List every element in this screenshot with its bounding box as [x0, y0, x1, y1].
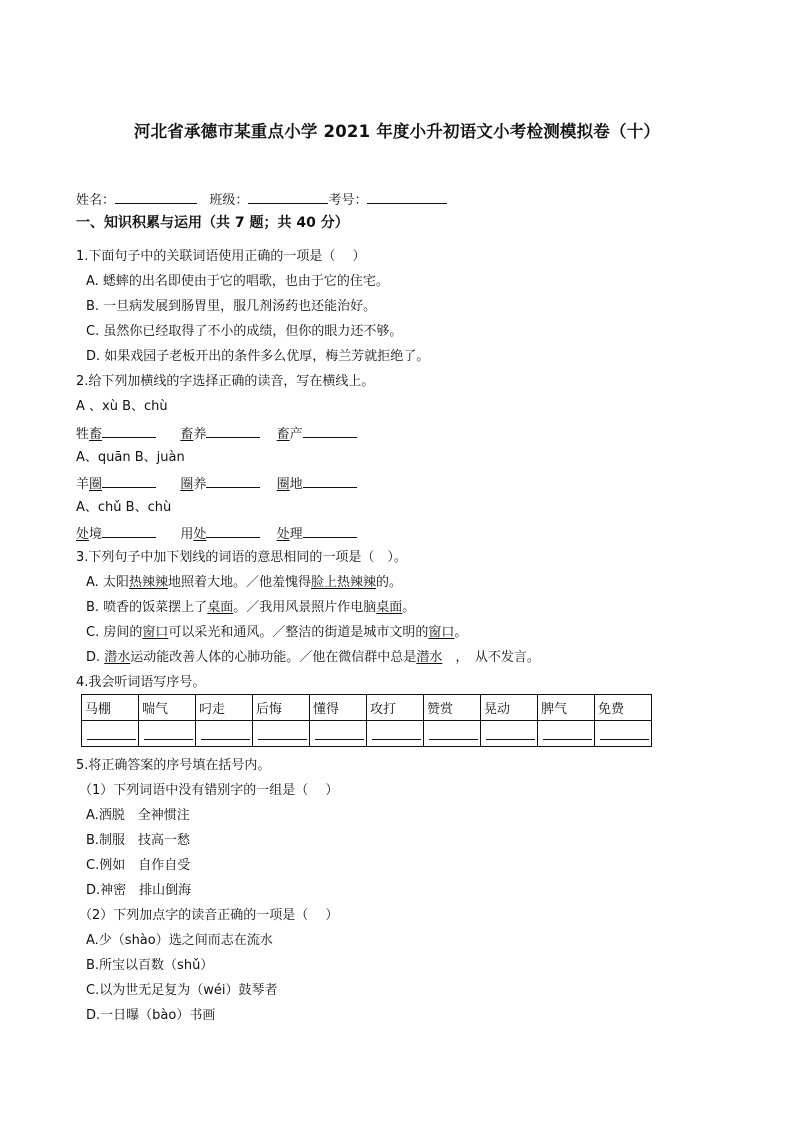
underlined-char: 圈	[89, 477, 103, 492]
table-word-cell: 后悔	[253, 695, 310, 721]
answer-blank[interactable]	[206, 424, 260, 438]
word-item: 产	[289, 427, 303, 442]
question-5-2-option-c[interactable]: C.以为世无足复为（wéi）鼓琴者	[86, 983, 278, 998]
answer-blank[interactable]	[303, 424, 357, 438]
table-word-cell: 免费	[595, 695, 652, 721]
table-answer-cell[interactable]	[82, 721, 139, 747]
word-item: 地	[289, 477, 303, 492]
word-order-table	[81, 694, 652, 747]
question-5-1-stem: （1）下列词语中没有错别字的一组是（ ）	[79, 783, 339, 798]
word-item: 养	[193, 427, 207, 442]
table-word-cell: 脾气	[538, 695, 595, 721]
name-label: 姓名：	[76, 193, 116, 208]
question-5-2-option-a[interactable]: A.少（shào）选之间而志在流水	[86, 933, 273, 948]
table-answer-cell[interactable]	[139, 721, 196, 747]
question-1-stem: 1.下面句子中的关联词语使用正确的一项是（ ）	[76, 249, 366, 264]
question-2-reading-set-3: A、chǔ B、chù	[76, 500, 172, 515]
underlined-char: 处	[193, 527, 207, 542]
question-3-stem: 3.下列句子中加下划线的词语的意思相同的一项是（ ）。	[76, 550, 407, 565]
question-5-1-option-d[interactable]: D.神密 排山倒海	[86, 883, 192, 898]
underlined-char: 圈	[276, 477, 290, 492]
question-2-reading-set-2: A、quān B、juàn	[76, 450, 185, 465]
table-answer-cell[interactable]	[253, 721, 310, 747]
exam-no-blank[interactable]	[367, 190, 447, 204]
underlined-char: 圈	[180, 477, 194, 492]
class-blank[interactable]	[248, 190, 328, 204]
question-5-2-option-b[interactable]: B.所宝以百数（shǔ）	[86, 958, 214, 973]
question-5-2-option-d[interactable]: D.一日曝（bào）书画	[86, 1008, 216, 1023]
student-info-row	[76, 190, 447, 210]
underlined-char: 处	[276, 527, 290, 542]
table-word-cell: 马棚	[82, 695, 139, 721]
answer-blank[interactable]	[206, 524, 260, 538]
word-item: 理	[289, 527, 303, 542]
question-2-word-row-2	[76, 474, 357, 494]
answer-blank[interactable]	[102, 474, 156, 488]
question-5-1-option-b[interactable]: B.制服 技高一愁	[86, 833, 191, 848]
word-item: 牲	[76, 427, 90, 442]
question-4-stem: 4.我会听词语写序号。	[76, 675, 206, 690]
question-2-reading-set-1: A 、xù B、chù	[76, 399, 168, 414]
question-5-1-option-a[interactable]: A.洒脱 全神惯注	[86, 808, 190, 823]
table-word-cell: 攻打	[367, 695, 424, 721]
answer-blank[interactable]	[102, 424, 156, 438]
word-item: 养	[193, 477, 207, 492]
page-title: 河北省承德市某重点小学 2021 年度小升初语文小考检测模拟卷（十）	[133, 122, 661, 141]
question-1-option-c[interactable]: C. 虽然你已经取得了不小的成绩，但你的眼力还不够。	[86, 324, 403, 339]
exam-no-label: 考号：	[328, 193, 368, 208]
table-word-cell: 晃动	[481, 695, 538, 721]
table-answer-cell[interactable]	[367, 721, 424, 747]
question-3-option-a[interactable]: A. 太阳热辣辣地照着大地。／他羞愧得脸上热辣辣的。	[86, 575, 402, 590]
question-2-word-row-3	[76, 524, 357, 544]
table-word-cell: 喘气	[139, 695, 196, 721]
class-label: 班级：	[209, 193, 249, 208]
question-5-stem: 5.将正确答案的序号填在括号内。	[76, 758, 271, 773]
question-2-word-row-1	[76, 424, 357, 444]
question-5-2-stem: （2）下列加点字的读音正确的一项是（ ）	[79, 908, 339, 923]
question-1-option-d[interactable]: D. 如果戏园子老板开出的条件多么优厚，梅兰芳就拒绝了。	[86, 349, 430, 364]
answer-blank[interactable]	[206, 474, 260, 488]
name-blank[interactable]	[115, 190, 197, 204]
table-word-cell: 赞赏	[424, 695, 481, 721]
question-1-option-a[interactable]: A. 蟋蟀的出名即使由于它的唱歌，也由于它的住宅。	[86, 274, 389, 289]
answer-blank[interactable]	[102, 524, 156, 538]
question-3-option-d[interactable]: D. 潜水运动能改善人体的心肺功能。／他在微信群中总是潜水 ， 从不发言。	[86, 650, 540, 665]
table-answer-cell[interactable]	[310, 721, 367, 747]
table-answer-cell[interactable]	[538, 721, 595, 747]
table-answer-cell[interactable]	[196, 721, 253, 747]
answer-blank[interactable]	[303, 474, 357, 488]
underlined-char: 处	[76, 527, 90, 542]
question-3-option-b[interactable]: B. 喷香的饭菜摆上了桌面。／我用风景照片作电脑桌面。	[86, 600, 416, 615]
table-answer-cell[interactable]	[481, 721, 538, 747]
question-3-option-c[interactable]: C. 房间的窗口可以采光和通风。／整洁的街道是城市文明的窗口。	[86, 625, 468, 640]
word-item: 境	[89, 527, 103, 542]
question-2-stem: 2.给下列加横线的字选择正确的读音，写在横线上。	[76, 374, 375, 389]
section-heading: 一、知识积累与运用（共 7 题；共 40 分）	[76, 215, 349, 231]
underlined-char: 畜	[276, 427, 290, 442]
word-item: 羊	[76, 477, 90, 492]
table-answer-cell[interactable]	[595, 721, 652, 747]
table-answer-cell[interactable]	[424, 721, 481, 747]
word-item: 用	[180, 527, 194, 542]
question-5-1-option-c[interactable]: C.例如 自作自受	[86, 858, 191, 873]
table-word-cell: 叼走	[196, 695, 253, 721]
question-1-option-b[interactable]: B. 一旦病发展到肠胃里，服几剂汤药也还能治好。	[86, 299, 377, 314]
underlined-char: 畜	[180, 427, 194, 442]
answer-blank[interactable]	[303, 524, 357, 538]
underlined-char: 畜	[89, 427, 103, 442]
table-word-cell: 懂得	[310, 695, 367, 721]
